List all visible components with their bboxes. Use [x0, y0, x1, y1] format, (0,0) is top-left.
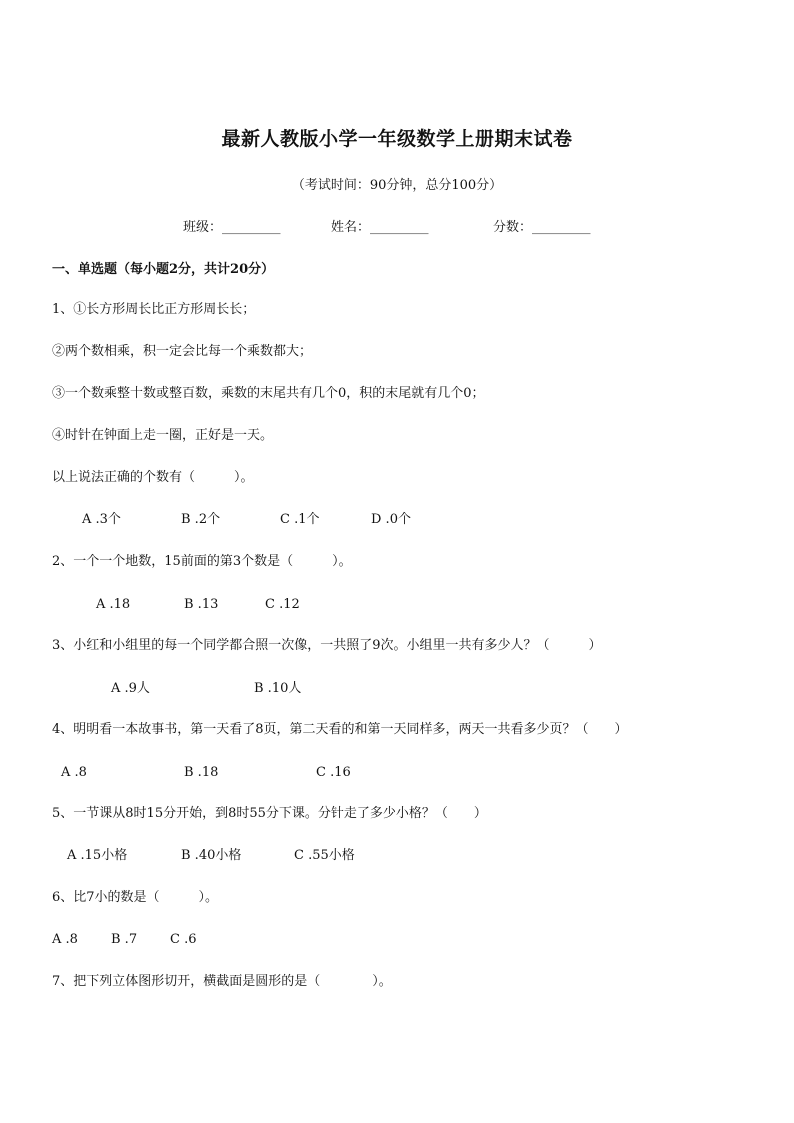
question-5-option-c: C .55小格 [294, 848, 355, 863]
question-3-option-a: A .9人 [111, 681, 150, 696]
question-6-option-a: A .8 [52, 932, 78, 947]
question-1-option-d: D .0个 [371, 512, 411, 527]
question-6-option-c: C .6 [170, 932, 197, 947]
question-1-prompt: 以上说法正确的个数有（ ）。 [52, 470, 254, 485]
question-2-option-a: A .18 [96, 597, 131, 612]
question-4-text: 4、明明看一本故事书，第一天看了8页，第二天看的和第一天同样多，两天一共看多少页？（ ） [52, 722, 628, 737]
question-6-option-b: B .7 [111, 932, 138, 947]
question-1-statement-4: ④时针在钟面上走一圈，正好是一天。 [52, 428, 274, 443]
question-1-statement-2: ②两个数相乘，积一定会比每一个乘数都大； [52, 344, 313, 359]
question-4-option-b: B .18 [184, 765, 219, 780]
exam-title: 最新人教版小学一年级数学上册期末试卷 [221, 128, 573, 150]
question-5-text: 5、一节课从8时15分开始，到8时55分下课。分针走了多少小格？（ ） [52, 806, 487, 821]
question-7-text: 7、把下列立体图形切开，横截面是圆形的是（ ）。 [52, 974, 392, 989]
question-2-text: 2、一个一个地数，15前面的第3个数是（ ）。 [52, 554, 352, 569]
question-2-option-b: B .13 [184, 597, 219, 612]
section-heading: 一、单选题（每小题2分，共计20分） [52, 262, 275, 277]
question-5-option-a: A .15小格 [67, 848, 128, 863]
question-1-option-a: A .3个 [82, 512, 121, 527]
question-1-statement-3: ③一个数乘整十数或整百数，乘数的末尾共有几个0，积的末尾就有几个0； [52, 386, 485, 401]
score-field: 分数：_________ [493, 220, 591, 235]
question-1-statement-1: 1、①长方形周长比正方形周长长； [52, 302, 256, 317]
exam-subtitle: （考试时间：90分钟，总分100分） [291, 178, 503, 193]
question-3-option-b: B .10人 [254, 681, 302, 696]
name-field: 姓名：_________ [331, 220, 429, 235]
question-3-text: 3、小红和小组里的每一个同学都合照一次像，一共照了9次。小组里一共有多少人？（ ） [52, 638, 602, 653]
question-5-option-b: B .40小格 [181, 848, 242, 863]
question-4-option-a: A .8 [61, 765, 87, 780]
question-2-option-c: C .12 [265, 597, 300, 612]
class-field: 班级：_________ [183, 220, 281, 235]
question-6-text: 6、比7小的数是（ ）。 [52, 890, 219, 905]
question-4-option-c: C .16 [316, 765, 351, 780]
question-1-option-b: B .2个 [181, 512, 221, 527]
question-1-option-c: C .1个 [280, 512, 320, 527]
